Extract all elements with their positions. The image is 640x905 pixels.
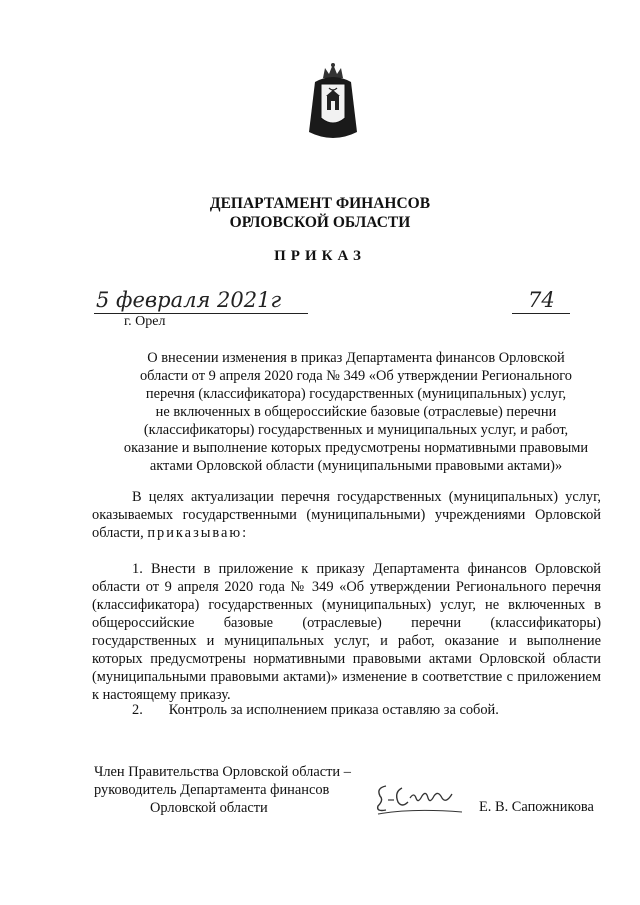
handwritten-date: 5 февраля 2021г [96, 288, 282, 312]
item-text: Внести в приложение к приказу Департамента финансов Орловской области от 9 апреля 2020 года № 349 «Об утверждении Регионального перечня (классификатора) государственных (муниципальных) услуг, не включенных в общероссийские базовые (отраслевые) перечни (классификаторы) государственных и муниципальных услуг, и работ, оказание и выполнение которых предусмотрены нормативными правовыми актами Орловской области (муниципальными правовыми актами)» изменение в соответствие с приложением к настоящему приказу. [92, 561, 601, 703]
subject-line: оказание и выполнение которых предусмотрены нормативными правовыми [123, 440, 589, 456]
city-label: г. Орел [124, 314, 166, 329]
order-title: ПРИКАЗ [274, 248, 366, 264]
signatory-position [94, 763, 351, 817]
order-subject [90, 349, 622, 475]
order-word: приказываю: [147, 525, 249, 541]
item-text: Контроль за исполнением приказа оставляю за собой. [168, 702, 499, 718]
subject-line: области от 9 апреля 2020 года № 349 «Об утверждении Регионального [139, 368, 573, 384]
subject-line: (классификаторы) государственных и муниципальных услуг, и работ, [143, 422, 569, 438]
order-item-1 [92, 560, 601, 704]
signatory-name: Е. В. Сапожникова [479, 799, 594, 815]
subject-line: актами Орловской области (муниципальными правовыми актами)» [149, 458, 563, 474]
position-line: Орловской области [150, 800, 268, 816]
preamble-text: В целях актуализации перечня государственных (муниципальных) услуг, оказываемых государственными (муниципальными) учреждениями Орловской области, [92, 489, 601, 541]
handwritten-number: 74 [528, 288, 555, 312]
position-line: руководитель Департамента финансов [94, 782, 330, 798]
handwritten-signature-icon [372, 778, 468, 823]
coat-of-arms-icon [307, 62, 359, 144]
order-item-2 [92, 702, 601, 719]
department-name-line1: ДЕПАРТАМЕНТ ФИНАНСОВ [209, 195, 431, 212]
preamble-paragraph [92, 488, 601, 542]
subject-line: О внесении изменения в приказ Департамента финансов Орловской [147, 350, 565, 366]
position-line: Член Правительства Орловской области – [94, 764, 351, 780]
item-number: 1. [132, 561, 143, 577]
department-name-line2: ОРЛОВСКОЙ ОБЛАСТИ [229, 214, 411, 231]
number-underline [512, 313, 570, 314]
subject-line: перечня (классификатора) государственных (муниципальных) услуг, [145, 386, 567, 402]
item-number: 2. [132, 702, 143, 718]
subject-line: не включенных в общероссийские базовые (отраслевые) перечни [155, 404, 557, 420]
